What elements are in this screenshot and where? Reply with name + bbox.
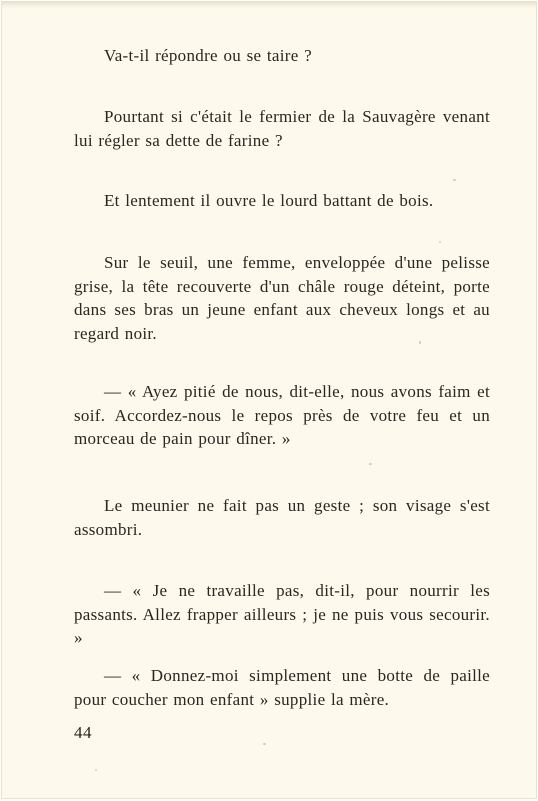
paragraph-1: Va-t-il répondre ou se taire ? [104,46,312,65]
paper-speck [419,341,421,344]
paragraph-4: Sur le seuil, une femme, enveloppée d'une pelisse grise, la tête recouverte d'un châle rouge déteint, porte dans ses bras un jeune enfant aux cheveux longs et au regard noir. [74,253,490,343]
paper-speck [263,743,266,745]
paragraph-8: — « Donnez-moi simplement une botte de paille pour coucher mon enfant » supplie la mère. [74,666,490,709]
paragraph-2: Pourtant si c'était le fermier de la Sauvagère venant lui régler sa dette de farine ? [74,107,490,150]
paragraph-6: Le meunier ne fait pas un geste ; son visage s'est assombri. [74,496,490,539]
paragraph-5: — « Ayez pitié de nous, dit-elle, nous avons faim et soif. Accordez-nous le repos près de votre feu et un morceau de pain pour dîner. » [74,382,490,448]
paragraph-3: Et lentement il ouvre le lourd battant de bois. [104,191,434,210]
paper-speck [439,241,441,243]
paper-speck [369,463,372,465]
book-page [1,1,537,799]
paper-speck [453,179,456,181]
paragraph-7: — « Je ne travaille pas, dit-il, pour nourrir les passants. Allez frapper ailleurs ; je ne puis vous secourir. » [74,581,490,647]
paper-speck [95,769,97,771]
page-number: 44 [74,723,92,742]
